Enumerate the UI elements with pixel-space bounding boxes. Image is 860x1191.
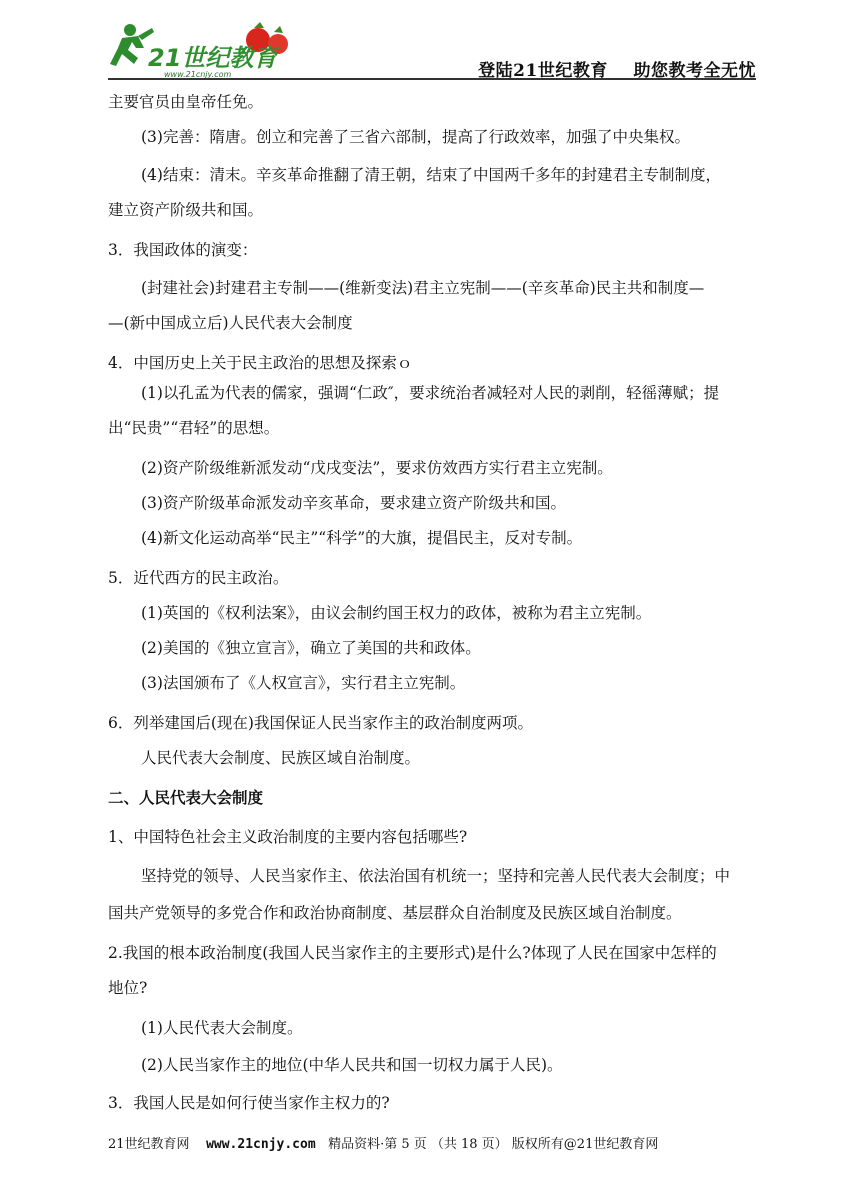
site-logo: [108, 18, 308, 80]
text-line: (1)以孔孟为代表的儒家，强调“仁政″，要求统治者减轻对人民的剥削，轻徭薄赋；提: [141, 384, 720, 402]
text-line: 4．中国历史上关于民主政治的思想及探索ｏ: [108, 354, 413, 372]
footer-site-link[interactable]: www.21cnjy.com: [206, 1137, 316, 1152]
svg-text:www.21cnjy.com: www.21cnjy.com: [164, 70, 232, 79]
header-slogan: 登陆21世纪教育 助您教考全无忧: [478, 61, 756, 81]
text-line: (4)新文化运动高举“民主”“科学”的大旗，提倡民主，反对专制。: [141, 529, 583, 547]
page-header: [108, 18, 756, 80]
footer-left: 21世纪教育网: [108, 1137, 190, 1152]
text-line: (3)资产阶级革命派发动辛亥革命，要求建立资产阶级共和国。: [141, 494, 566, 512]
text-line: 主要官员由皇帝任免。: [108, 93, 264, 111]
text-line: (封建社会)封建君主专制——(维新变法)君主立宪制——(辛亥革命)民主共和制度—: [141, 279, 705, 297]
text-line: (2)资产阶级维新派发动“戊戌变法”，要求仿效西方实行君主立宪制。: [141, 459, 613, 477]
text-line: 坚持党的领导、人民当家作主、依法治国有机统一；坚持和完善人民代表大会制度；中: [141, 867, 731, 885]
section-heading: 二、人民代表大会制度: [108, 789, 264, 807]
text-line: —(新中国成立后)人民代表大会制度: [108, 314, 353, 332]
text-line: 6．列举建国后(现在)我国保证人民当家作主的政治制度两项。: [108, 714, 533, 732]
text-line: (2)人民当家作主的地位(中华人民共和国一切权力属于人民)。: [141, 1056, 563, 1074]
text-line: (1)英国的《权利法案》，由议会制约国王权力的政体，被称为君主立宪制。: [141, 604, 652, 622]
text-line: 2.我国的根本政治制度(我国人民当家作主的主要形式)是什么?体现了人民在国家中怎样的: [108, 944, 717, 962]
page-footer: [108, 1133, 756, 1152]
text-line: (4)结束：清末。辛亥革命推翻了清王朝，结束了中国两千多年的封建君主专制制度，: [141, 166, 721, 184]
text-line: 5．近代西方的民主政治。: [108, 569, 289, 587]
text-line: 人民代表大会制度、民族区域自治制度。: [141, 749, 421, 767]
text-line: 地位?: [108, 979, 148, 997]
footer-page-info: 精品资料·第 5 页 （共 18 页） 版权所有@21世纪教育网: [328, 1137, 659, 1152]
text-line: 3．我国政体的演变：: [108, 241, 258, 259]
header-divider: [108, 78, 756, 80]
text-line: (3)法国颁布了《人权宣言》，实行君主立宪制。: [141, 674, 466, 692]
svg-text:21世纪教育: 21世纪教育: [148, 44, 278, 72]
text-line: (2)美国的《独立宣言》，确立了美国的共和政体。: [141, 639, 481, 657]
text-line: 国共产党领导的多党合作和政治协商制度、基层群众自治制度及民族区域自治制度。: [108, 904, 682, 922]
text-line: 3．我国人民是如何行使当家作主权力的?: [108, 1094, 390, 1112]
text-line: (1)人民代表大会制度。: [141, 1019, 303, 1037]
text-line: (3)完善：隋唐。创立和完善了三省六部制，提高了行政效率，加强了中央集权。: [141, 128, 690, 146]
text-line: 1、中国特色社会主义政治制度的主要内容包括哪些?: [108, 828, 468, 846]
text-line: 出“民贵”“君轻”的思想。: [108, 419, 280, 437]
text-line: 建立资产阶级共和国。: [108, 201, 264, 219]
